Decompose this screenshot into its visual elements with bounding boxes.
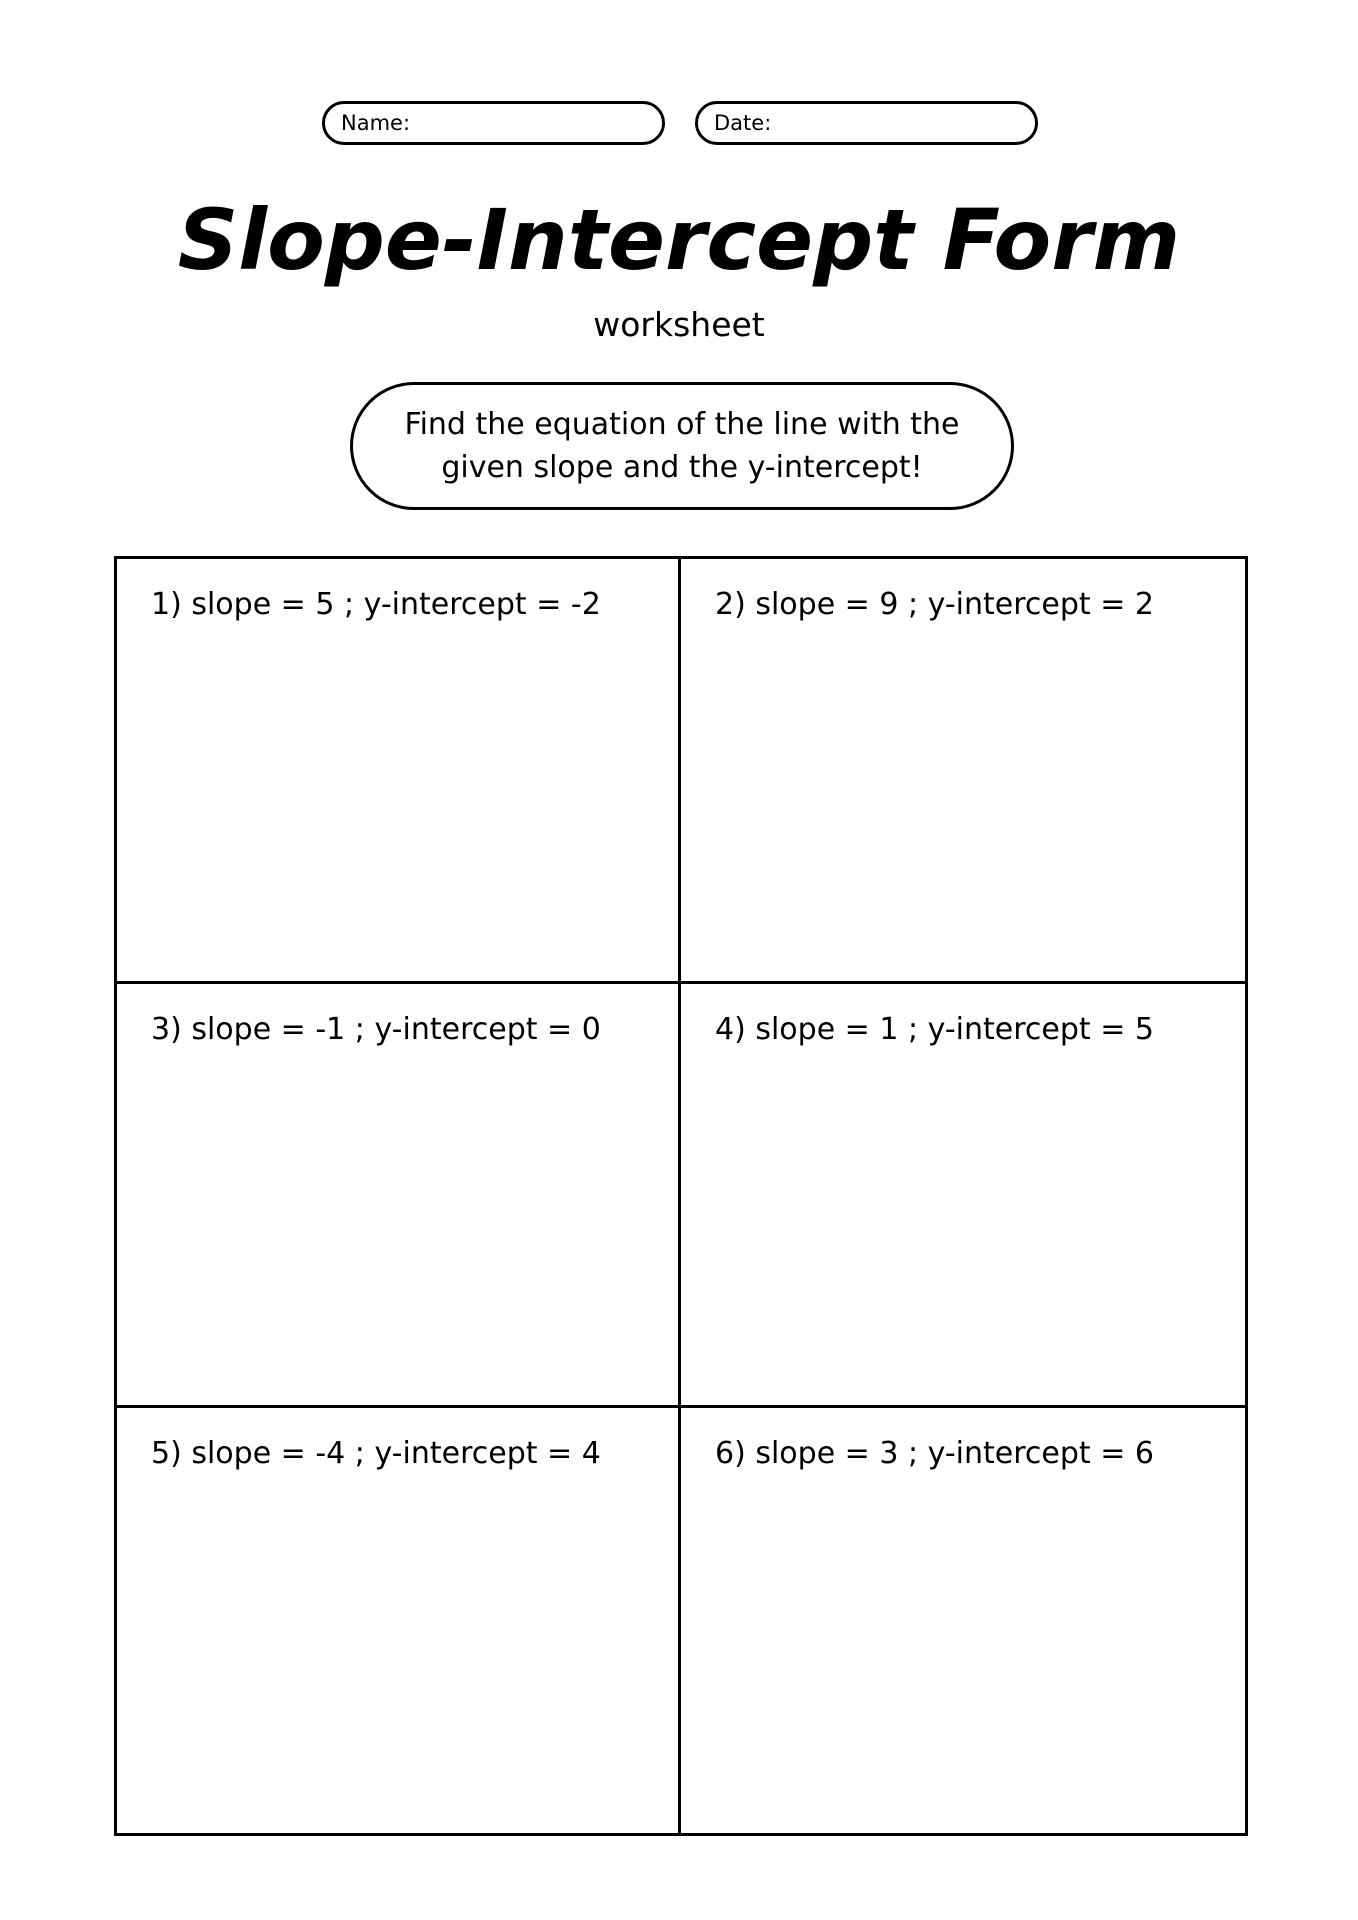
problem-grid [114,556,1248,1836]
problem-cell[interactable] [117,1408,681,1833]
problem-text: 1) slope = 5 ; y-intercept = -2 [151,587,601,622]
date-field[interactable] [695,101,1038,145]
page-subtitle: worksheet [593,305,765,344]
name-field[interactable] [322,101,665,145]
problem-text: 2) slope = 9 ; y-intercept = 2 [715,587,1154,622]
problem-cell[interactable] [117,984,681,1409]
problem-text: 5) slope = -4 ; y-intercept = 4 [151,1436,601,1472]
problem-text: 3) slope = -1 ; y-intercept = 0 [151,1011,601,1047]
problem-cell[interactable] [681,1408,1245,1833]
instructions-line-2: given slope and the y-intercept! [441,450,923,485]
problem-cell[interactable] [117,559,681,984]
page-title: Slope-Intercept Form [177,191,1181,289]
date-label: Date: [714,111,772,135]
instructions-line-1: Find the equation of the line with the [404,407,960,442]
problem-cell[interactable] [681,559,1245,984]
problem-text: 6) slope = 3 ; y-intercept = 6 [715,1436,1154,1472]
name-label: Name: [341,111,411,135]
instructions-box [350,382,1014,510]
problem-text: 4) slope = 1 ; y-intercept = 5 [715,1011,1154,1047]
problem-cell[interactable] [681,984,1245,1409]
